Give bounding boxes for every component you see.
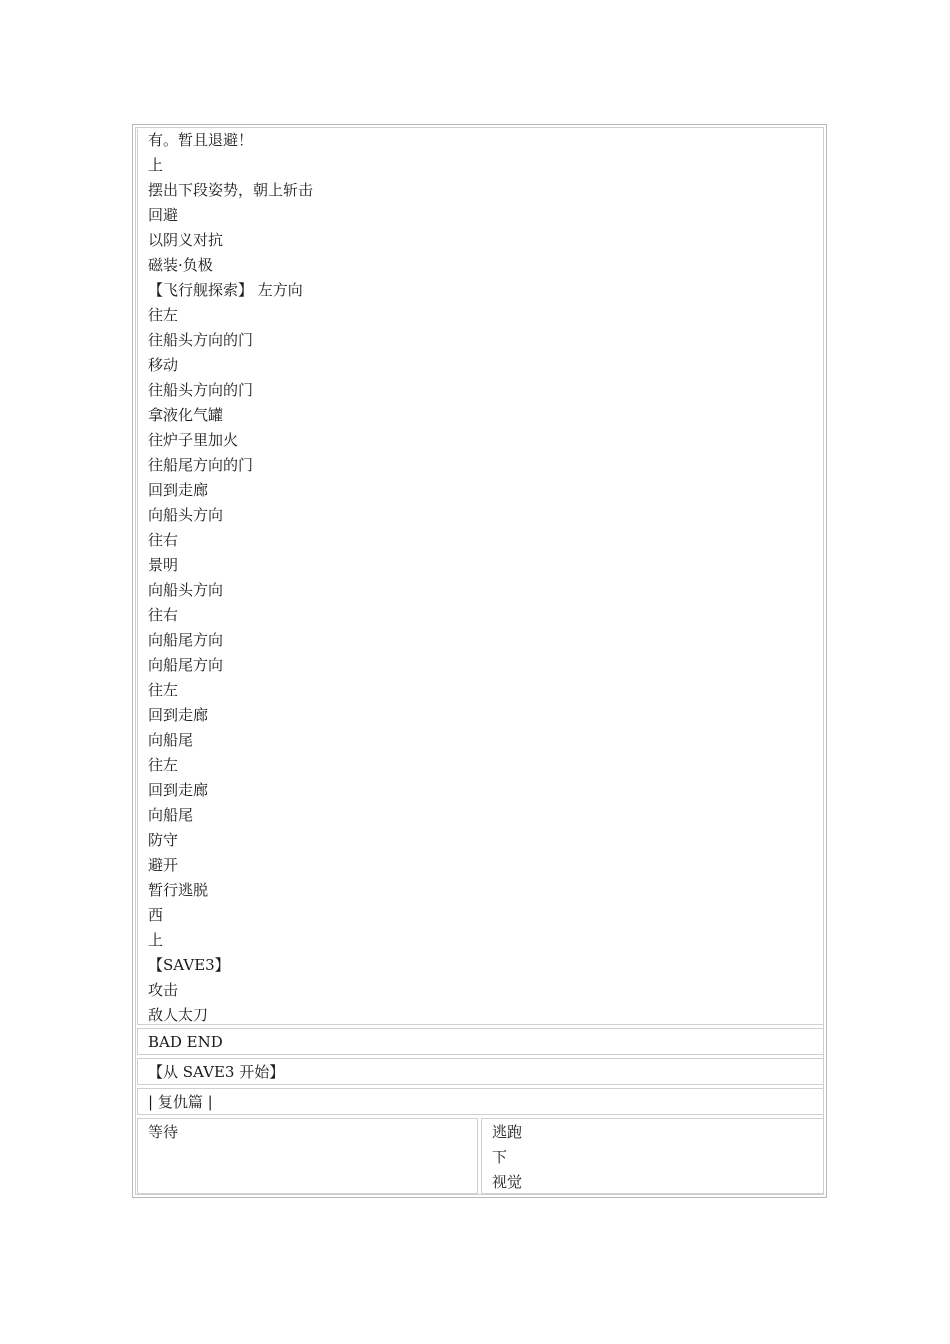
walkthrough-line: 防守 — [148, 831, 179, 849]
walkthrough-line: 有。暂且退避！ — [148, 131, 254, 149]
walkthrough-cell — [137, 129, 824, 1025]
walkthrough-line: 避开 — [148, 856, 179, 874]
walkthrough-line: 回到走廊 — [148, 706, 209, 724]
walkthrough-line: 移动 — [148, 356, 179, 374]
from-save3-label: 【从 SAVE3 开始】 — [148, 1063, 285, 1081]
bottom-left-cell — [137, 1118, 478, 1194]
walkthrough-line: 攻击 — [148, 981, 179, 999]
walkthrough-line: 往左 — [148, 756, 179, 774]
walkthrough-line: 上 — [148, 156, 164, 174]
walkthrough-line: 向船尾 — [148, 731, 194, 749]
bottom-left-line: 等待 — [148, 1123, 179, 1141]
walkthrough-line: 【飞行舰探索】 左方向 — [148, 281, 303, 299]
walkthrough-line: 往左 — [148, 306, 179, 324]
bottom-right-cell — [481, 1118, 824, 1194]
walkthrough-line: 西 — [148, 906, 164, 924]
walkthrough-line: 往炉子里加火 — [148, 431, 239, 449]
bad-end-label: BAD END — [148, 1033, 223, 1051]
walkthrough-line: 往左 — [148, 681, 179, 699]
walkthrough-line: 以阴义对抗 — [148, 231, 224, 249]
walkthrough-line: 摆出下段姿势，朝上斩击 — [148, 181, 314, 199]
bottom-right-line: 逃跑 — [492, 1123, 523, 1141]
walkthrough-line: 【SAVE3】 — [148, 956, 230, 974]
walkthrough-line: 磁装·负极 — [148, 256, 213, 274]
walkthrough-line: 拿液化气罐 — [148, 406, 224, 424]
walkthrough-line: 敌人太刀 — [148, 1006, 209, 1024]
walkthrough-line: 向船尾方向 — [148, 631, 224, 649]
bottom-right-line: 视觉 — [492, 1173, 523, 1191]
walkthrough-line: 上 — [148, 931, 164, 949]
walkthrough-line: 向船头方向 — [148, 581, 224, 599]
walkthrough-line: 向船头方向 — [148, 506, 224, 524]
bad-end-row — [137, 1028, 824, 1055]
walkthrough-line: 回到走廊 — [148, 781, 209, 799]
walkthrough-line: 往船尾方向的门 — [148, 456, 254, 474]
walkthrough-line: 回到走廊 — [148, 481, 209, 499]
from-save3-row — [137, 1058, 824, 1085]
walkthrough-line: 往右 — [148, 606, 179, 624]
walkthrough-line: 往船头方向的门 — [148, 331, 254, 349]
walkthrough-line: 往船头方向的门 — [148, 381, 254, 399]
walkthrough-line: 向船尾方向 — [148, 656, 224, 674]
chapter-row — [137, 1088, 824, 1115]
walkthrough-line: 暂行逃脱 — [148, 881, 209, 899]
document-table — [132, 124, 827, 1198]
bottom-right-line: 下 — [492, 1148, 508, 1166]
walkthrough-line: 景明 — [148, 556, 179, 574]
walkthrough-line: 向船尾 — [148, 806, 194, 824]
walkthrough-line: 往右 — [148, 531, 179, 549]
chapter-title: | 复仇篇 | — [148, 1093, 213, 1111]
walkthrough-line: 回避 — [148, 206, 179, 224]
